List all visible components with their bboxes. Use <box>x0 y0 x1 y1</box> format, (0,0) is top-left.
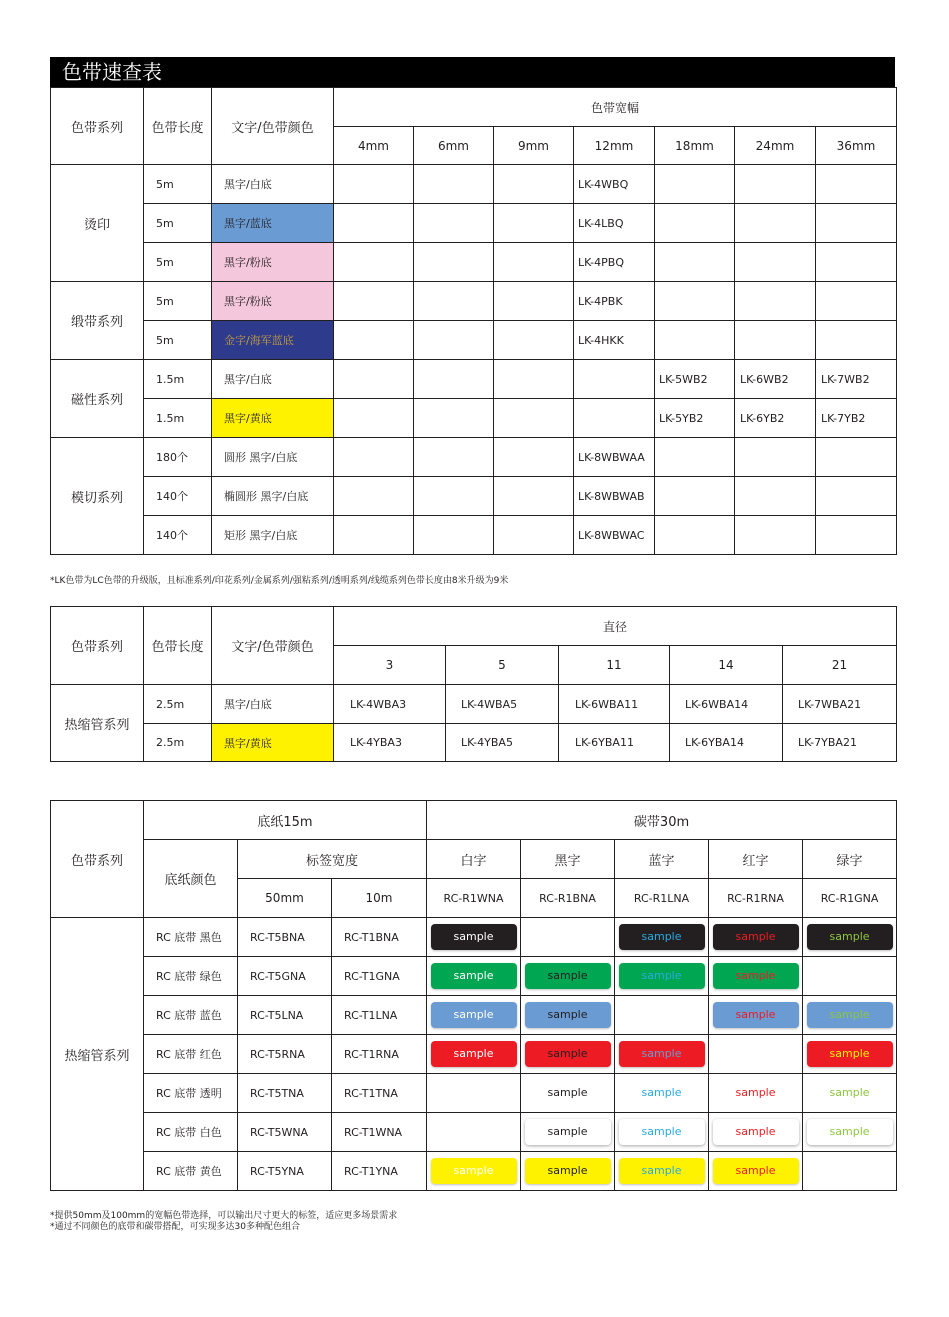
backing-cell: RC 底带 白色 <box>144 1113 238 1152</box>
backing-cell: RC 底带 绿色 <box>144 957 238 996</box>
table-row <box>51 360 897 399</box>
backing-cell: RC 底带 红色 <box>144 1035 238 1074</box>
length-cell: 140个 <box>144 516 212 555</box>
sample-swatch: sample <box>713 1119 799 1145</box>
ink-code-blue: RC-R1LNA <box>615 879 709 918</box>
part-cell <box>494 438 574 477</box>
backing-cell: RC 底带 蓝色 <box>144 996 238 1035</box>
length-cell: 1.5m <box>144 360 212 399</box>
part-cell <box>414 360 494 399</box>
color-cell-navy: 金字/海军蓝底 <box>212 321 334 360</box>
header-diameter-5: 5 <box>446 646 559 685</box>
part-cell <box>735 165 816 204</box>
header-diameter-14: 14 <box>670 646 783 685</box>
sample-swatch: sample <box>713 1002 799 1028</box>
part-cell <box>494 516 574 555</box>
part-cell: LK-7YBA21 <box>783 724 897 762</box>
part-cell <box>655 516 735 555</box>
color-cell-yellow: 黑字/黄底 <box>212 724 334 762</box>
header-diameter-3: 3 <box>334 646 446 685</box>
table-row <box>51 165 897 204</box>
table-row <box>51 1113 897 1152</box>
part-cell: LK-4PBQ <box>574 243 655 282</box>
part-cell: RC-T1GNA <box>332 957 427 996</box>
part-cell: LK-8WBWAA <box>574 438 655 477</box>
part-cell <box>414 321 494 360</box>
header-series: 色带系列 <box>51 801 144 918</box>
backing-cell: RC 底带 透明 <box>144 1074 238 1113</box>
sample-swatch: sample <box>619 963 705 989</box>
ribbon-width-table <box>50 87 897 555</box>
sample-swatch: sample <box>735 1086 776 1099</box>
part-cell: LK-8WBWAC <box>574 516 655 555</box>
header-backing-color: 底纸颜色 <box>144 840 238 918</box>
length-cell: 2.5m <box>144 685 212 724</box>
part-cell <box>494 243 574 282</box>
part-cell <box>414 516 494 555</box>
part-cell <box>414 399 494 438</box>
sample-swatch: sample <box>619 924 705 950</box>
part-cell <box>494 360 574 399</box>
part-cell <box>655 282 735 321</box>
table-row <box>51 282 897 321</box>
part-cell: RC-T1YNA <box>332 1152 427 1191</box>
sample-swatch: sample <box>431 963 517 989</box>
part-cell <box>494 204 574 243</box>
length-cell: 180个 <box>144 438 212 477</box>
footnote-combos: *通过不同颜色的底带和碳带搭配，可实现多达30多种配色组合 <box>50 1222 300 1232</box>
sample-swatch: sample <box>829 1086 870 1099</box>
sample-swatch: sample <box>525 1158 611 1184</box>
part-cell <box>735 438 816 477</box>
part-cell: LK-4LBQ <box>574 204 655 243</box>
footnote-wide: *提供50mm及100mm的宽幅色带选择，可以输出尺寸更大的标签，适应更多场景需求 <box>50 1211 398 1221</box>
header-length: 色带长度 <box>144 88 212 165</box>
table-row <box>51 321 897 360</box>
part-cell: LK-6YB2 <box>735 399 816 438</box>
table-row <box>51 724 897 762</box>
part-cell <box>655 321 735 360</box>
part-cell <box>816 165 897 204</box>
header-series: 色带系列 <box>51 607 144 685</box>
header-width-10m: 10m <box>332 879 427 918</box>
part-cell: LK-4WBQ <box>574 165 655 204</box>
length-cell: 5m <box>144 282 212 321</box>
page-title: 色带速查表 <box>50 57 895 88</box>
table-row <box>51 516 897 555</box>
table-row <box>51 1152 897 1191</box>
table-row <box>51 477 897 516</box>
part-cell: LK-6YBA11 <box>559 724 670 762</box>
length-cell: 140个 <box>144 477 212 516</box>
color-cell-pink: 黑字/粉底 <box>212 243 334 282</box>
part-cell: RC-T5LNA <box>238 996 332 1035</box>
part-cell: LK-6YBA14 <box>670 724 783 762</box>
sample-swatch: sample <box>807 1119 893 1145</box>
sample-swatch: sample <box>431 924 517 950</box>
sample-swatch: sample <box>807 1002 893 1028</box>
table-row <box>51 204 897 243</box>
part-cell: RC-T5BNA <box>238 918 332 957</box>
header-series: 色带系列 <box>51 88 144 165</box>
sample-swatch: sample <box>431 1041 517 1067</box>
table-row <box>51 996 897 1035</box>
part-cell <box>816 516 897 555</box>
header-ink-red: 红字 <box>709 840 803 879</box>
sample-swatch: sample <box>431 1002 517 1028</box>
part-cell <box>735 204 816 243</box>
part-cell <box>334 399 414 438</box>
header-width-4mm: 4mm <box>334 127 414 165</box>
part-cell <box>494 399 574 438</box>
color-cell: 圆形 黑字/白底 <box>212 438 334 477</box>
ink-code-green: RC-R1GNA <box>803 879 897 918</box>
part-cell: RC-T5TNA <box>238 1074 332 1113</box>
length-cell: 2.5m <box>144 724 212 762</box>
part-cell: LK-4YBA5 <box>446 724 559 762</box>
header-width-36mm: 36mm <box>816 127 897 165</box>
part-cell <box>414 243 494 282</box>
header-width-50mm: 50mm <box>238 879 332 918</box>
header-width-18mm: 18mm <box>655 127 735 165</box>
part-cell: RC-T1RNA <box>332 1035 427 1074</box>
header-ink-blue: 蓝字 <box>615 840 709 879</box>
part-cell: LK-4YBA3 <box>334 724 446 762</box>
part-cell <box>655 204 735 243</box>
ink-code-red: RC-R1RNA <box>709 879 803 918</box>
part-cell <box>816 282 897 321</box>
table-row <box>51 399 897 438</box>
sample-swatch: sample <box>641 1086 682 1099</box>
heat-shrink-diameter-table <box>50 606 897 762</box>
part-cell <box>735 243 816 282</box>
group-name: 磁性系列 <box>51 360 144 438</box>
backing-cell: RC 底带 黄色 <box>144 1152 238 1191</box>
header-width-24mm: 24mm <box>735 127 816 165</box>
length-cell: 5m <box>144 165 212 204</box>
part-cell <box>334 204 414 243</box>
group-name: 热缩管系列 <box>51 918 144 1191</box>
color-cell: 椭圆形 黑字/白底 <box>212 477 334 516</box>
group-name: 缎带系列 <box>51 282 144 360</box>
part-cell <box>735 282 816 321</box>
header-ink-green: 绿字 <box>803 840 897 879</box>
sample-swatch: sample <box>619 1158 705 1184</box>
length-cell: 5m <box>144 321 212 360</box>
table-row <box>51 1074 897 1113</box>
part-cell <box>414 204 494 243</box>
backing-cell: RC 底带 黑色 <box>144 918 238 957</box>
header-diameter-11: 11 <box>559 646 670 685</box>
part-cell <box>334 282 414 321</box>
sample-swatch: sample <box>525 1002 611 1028</box>
part-cell <box>494 282 574 321</box>
part-cell <box>655 477 735 516</box>
part-cell <box>655 438 735 477</box>
part-cell: LK-7YB2 <box>816 399 897 438</box>
part-cell <box>334 165 414 204</box>
group-name: 烫印 <box>51 165 144 282</box>
ink-code-black: RC-R1BNA <box>521 879 615 918</box>
part-cell: RC-T1BNA <box>332 918 427 957</box>
header-ink-white: 白字 <box>427 840 521 879</box>
footnote-lk: *LK色带为LC色带的升级版，且标准系列/印花系列/金属系列/强粘系列/透明系列/线缆系列色带长度由8米升级为9米 <box>50 576 509 586</box>
sample-swatch: sample <box>525 1119 611 1145</box>
part-cell: RC-T5YNA <box>238 1152 332 1191</box>
length-cell: 1.5m <box>144 399 212 438</box>
header-length: 色带长度 <box>144 607 212 685</box>
header-diameter-21: 21 <box>783 646 897 685</box>
header-backing: 底纸15m <box>144 801 427 840</box>
part-cell <box>414 438 494 477</box>
table-row <box>51 957 897 996</box>
table-row <box>51 243 897 282</box>
header-ink-black: 黑字 <box>521 840 615 879</box>
table-row <box>51 438 897 477</box>
sample-swatch: sample <box>525 1041 611 1067</box>
sample-swatch: sample <box>525 963 611 989</box>
part-cell <box>735 477 816 516</box>
sample-swatch: sample <box>619 1041 705 1067</box>
sample-swatch: sample <box>807 924 893 950</box>
color-cell: 黑字/白底 <box>212 685 334 724</box>
part-cell <box>816 477 897 516</box>
table-row <box>51 1035 897 1074</box>
sample-swatch: sample <box>807 1041 893 1067</box>
part-cell: LK-6WBA14 <box>670 685 783 724</box>
part-cell <box>334 477 414 516</box>
color-cell-pink: 黑字/粉底 <box>212 282 334 321</box>
header-color: 文字/色带颜色 <box>212 607 334 685</box>
header-diameter: 直径 <box>334 607 897 646</box>
group-name: 热缩管系列 <box>51 685 144 762</box>
header-label-width: 标签宽度 <box>238 840 427 879</box>
color-cell-blue: 黑字/蓝底 <box>212 204 334 243</box>
header-color: 文字/色带颜色 <box>212 88 334 165</box>
part-cell <box>816 204 897 243</box>
ink-code-white: RC-R1WNA <box>427 879 521 918</box>
color-cell-yellow: 黑字/黄底 <box>212 399 334 438</box>
part-cell: LK-8WBWAB <box>574 477 655 516</box>
rc-ribbon-combination-table <box>50 800 897 1191</box>
part-cell: RC-T1TNA <box>332 1074 427 1113</box>
part-cell: LK-5YB2 <box>655 399 735 438</box>
sample-swatch: sample <box>713 963 799 989</box>
part-cell <box>414 477 494 516</box>
table-row <box>51 918 897 957</box>
color-cell: 黑字/白底 <box>212 165 334 204</box>
part-cell <box>494 165 574 204</box>
sample-swatch: sample <box>547 1086 588 1099</box>
header-width-12mm: 12mm <box>574 127 655 165</box>
header-carbon: 碳带30m <box>427 801 897 840</box>
part-cell <box>655 243 735 282</box>
sample-swatch: sample <box>619 1119 705 1145</box>
part-cell: LK-4PBK <box>574 282 655 321</box>
table-row <box>51 685 897 724</box>
part-cell <box>494 477 574 516</box>
part-cell <box>334 516 414 555</box>
part-cell: LK-6WB2 <box>735 360 816 399</box>
part-cell: LK-7WBA21 <box>783 685 897 724</box>
group-name: 模切系列 <box>51 438 144 555</box>
part-cell: LK-7WB2 <box>816 360 897 399</box>
header-width-6mm: 6mm <box>414 127 494 165</box>
part-cell <box>816 321 897 360</box>
part-cell: RC-T1LNA <box>332 996 427 1035</box>
color-cell: 矩形 黑字/白底 <box>212 516 334 555</box>
length-cell: 5m <box>144 243 212 282</box>
header-width: 色带宽幅 <box>334 88 897 127</box>
length-cell: 5m <box>144 204 212 243</box>
part-cell <box>735 321 816 360</box>
part-cell: LK-4HKK <box>574 321 655 360</box>
part-cell <box>655 165 735 204</box>
part-cell: LK-4WBA3 <box>334 685 446 724</box>
part-cell <box>494 321 574 360</box>
part-cell <box>816 438 897 477</box>
part-cell: RC-T5RNA <box>238 1035 332 1074</box>
part-cell <box>334 438 414 477</box>
part-cell <box>574 360 655 399</box>
part-cell <box>414 282 494 321</box>
part-cell <box>816 243 897 282</box>
part-cell: LK-4WBA5 <box>446 685 559 724</box>
part-cell <box>735 516 816 555</box>
part-cell <box>334 321 414 360</box>
part-cell: RC-T5GNA <box>238 957 332 996</box>
part-cell: LK-5WB2 <box>655 360 735 399</box>
part-cell <box>334 360 414 399</box>
header-width-9mm: 9mm <box>494 127 574 165</box>
part-cell: LK-6WBA11 <box>559 685 670 724</box>
sample-swatch: sample <box>431 1158 517 1184</box>
part-cell <box>414 165 494 204</box>
part-cell <box>574 399 655 438</box>
color-cell: 黑字/白底 <box>212 360 334 399</box>
sample-swatch: sample <box>713 924 799 950</box>
part-cell <box>334 243 414 282</box>
part-cell: RC-T5WNA <box>238 1113 332 1152</box>
part-cell: RC-T1WNA <box>332 1113 427 1152</box>
sample-swatch: sample <box>713 1158 799 1184</box>
